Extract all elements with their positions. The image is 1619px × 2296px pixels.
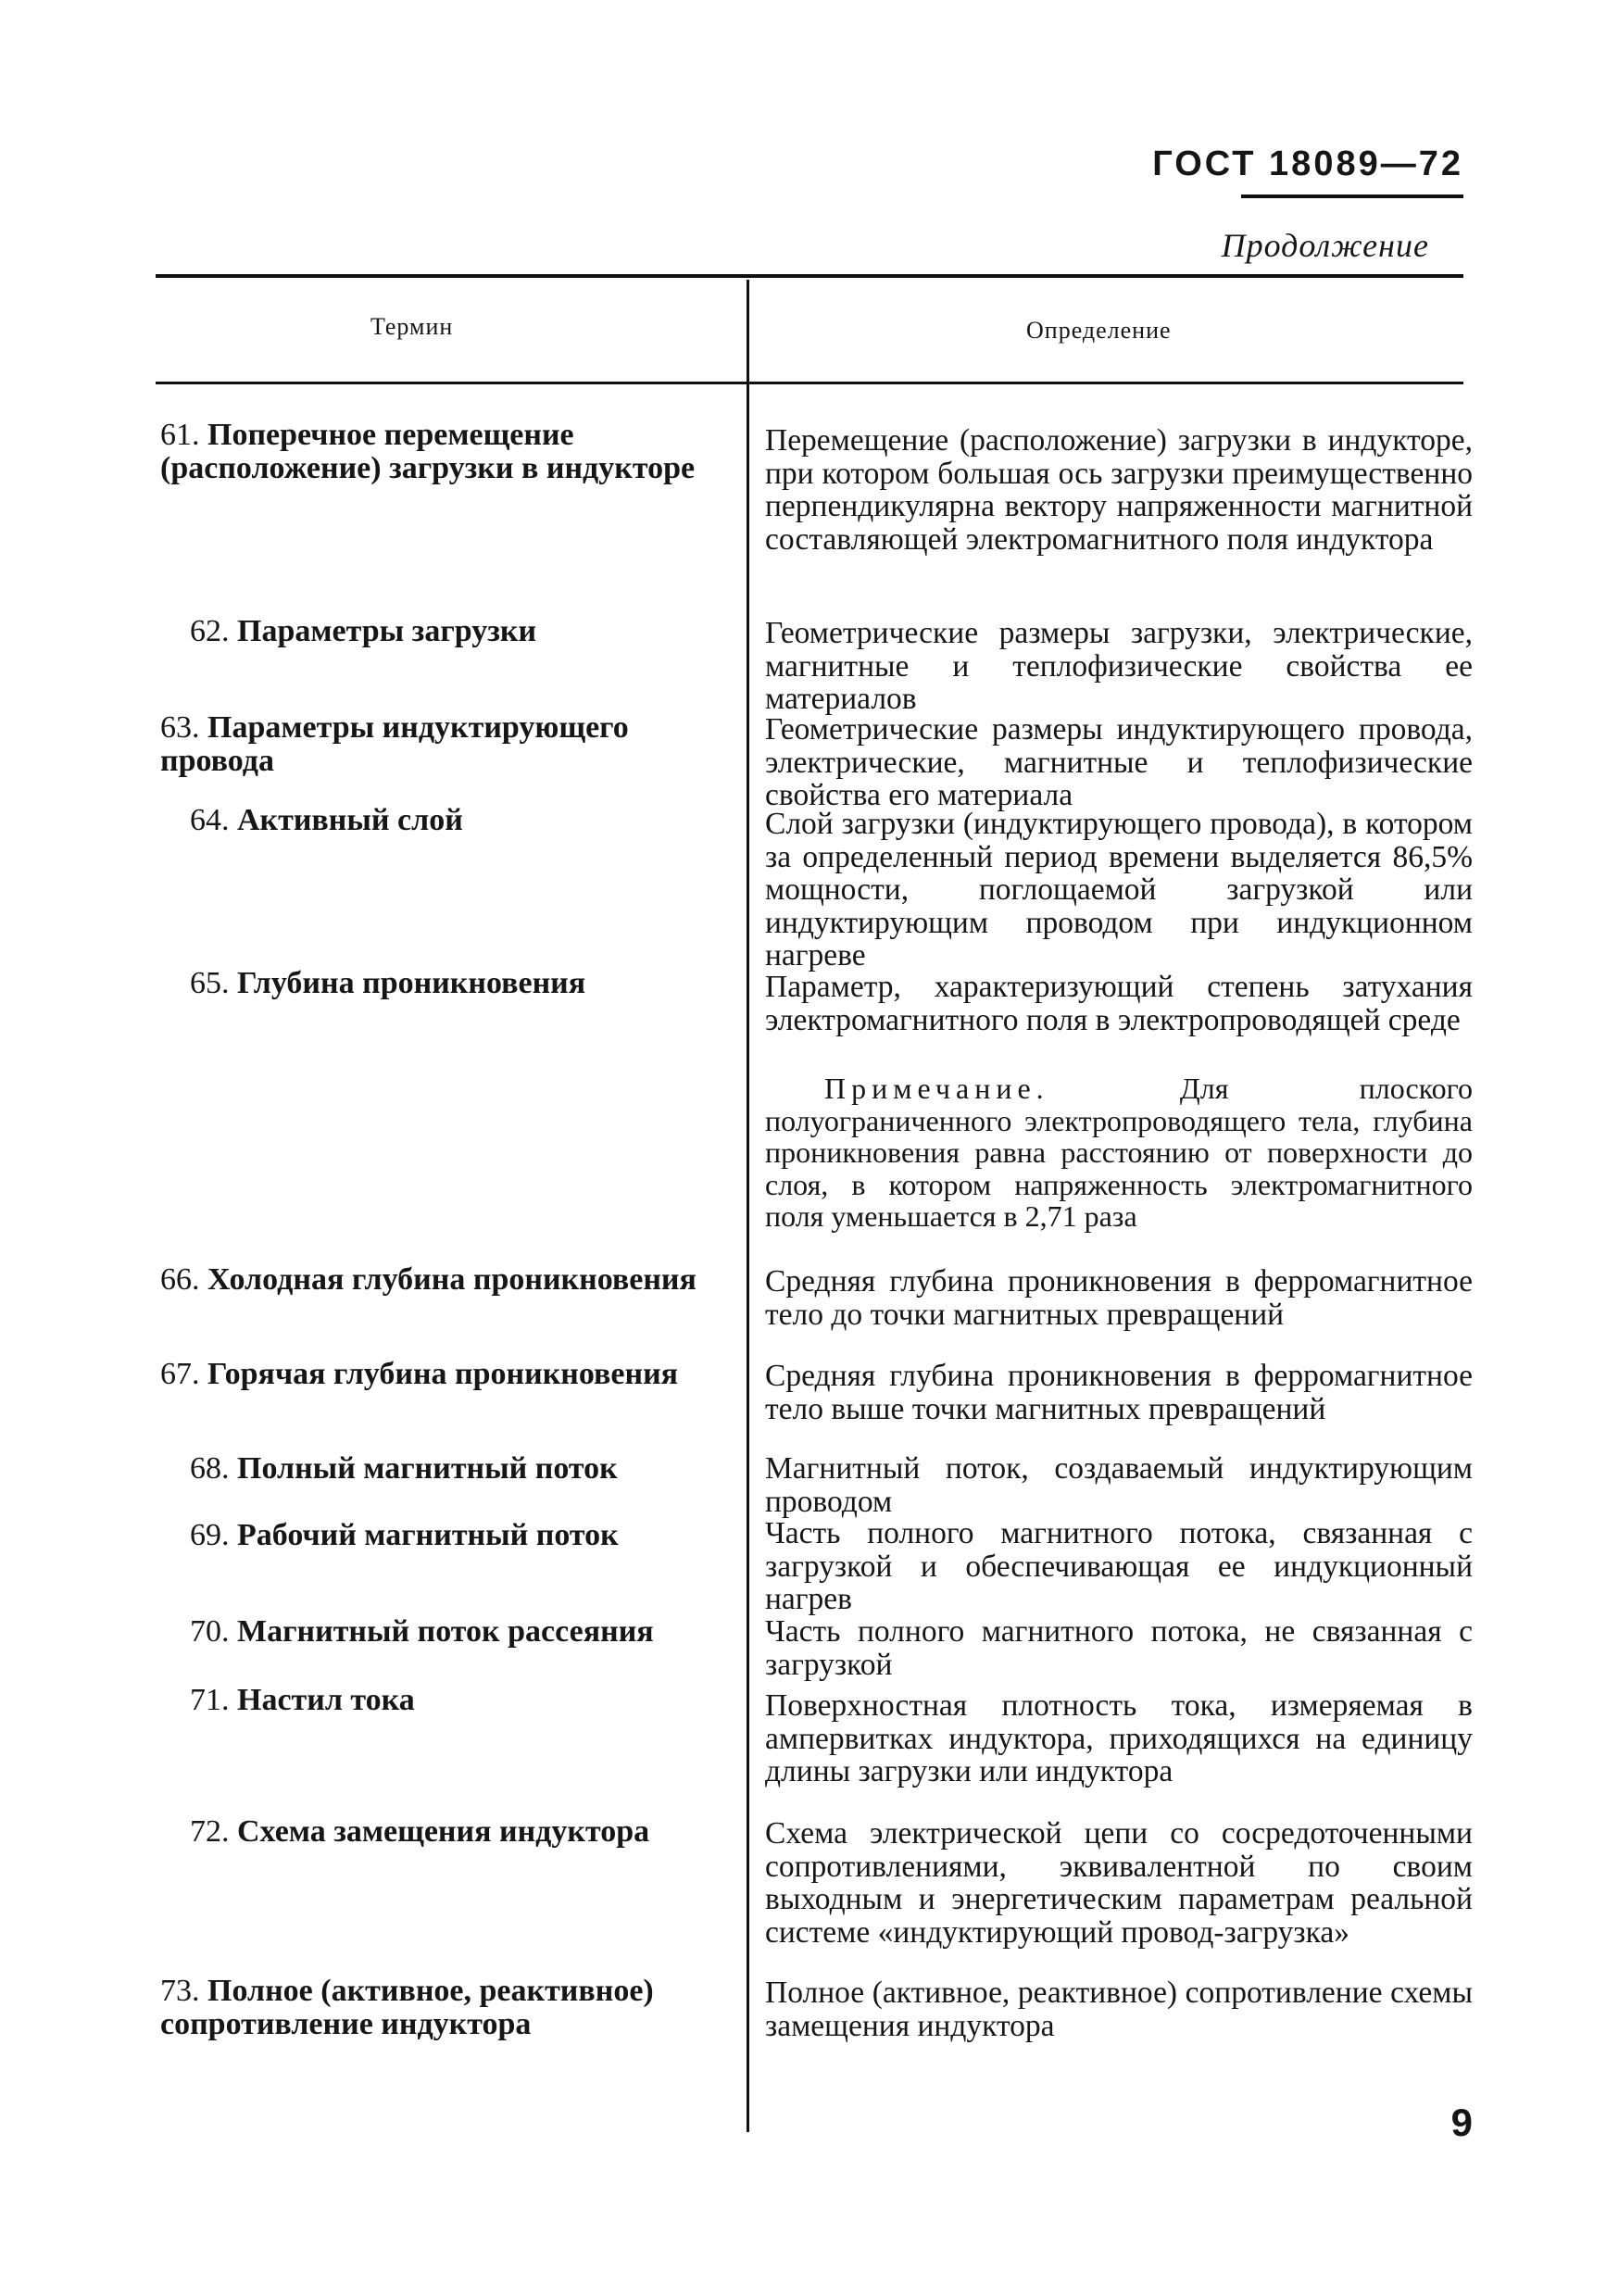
page-number: 9 [1450,2101,1473,2144]
term-66: 66. Холодная глубина проникновения [160,1262,697,1297]
term-67: 67. Горячая глубина проникновения [160,1357,679,1391]
document-number: ГОСТ 18089—72 [1152,144,1463,183]
definition-64: Слой загрузки (индуктирующего провода), в котором за определенный период времени выделяется 86,5% мощности, поглощаемой загрузкой или индуктирующим проводом при индукционном нагреве [765,807,1473,972]
note-text: Для плоского полуограниченного электропроводящего тела, глубина проникновения равна расстоянию от поверхности до слоя, в котором напряженность электромагнитного поля уменьшается в 2,71 раза [765,1072,1473,1233]
table-column-divider [747,280,749,2132]
column-header-definition: Определение [1026,317,1172,344]
term-72: 72. Схема замещения индуктора [190,1814,650,1849]
definition-73: Полное (активное, реактивное) сопротивление схемы замещения индуктора [765,1976,1473,2043]
definition-66: Средняя глубина проникновения в ферромагнитное тело до точки магнитных превращений [765,1264,1473,1332]
definition-70: Часть полного магнитного потока, не связанная с загрузкой [765,1614,1473,1682]
term-61: 61. Поперечное перемещение (расположение) загрузки в индукторе [160,418,696,485]
definition-71: Поверхностная плотность тока, измеряемая в ампервитках индуктора, приходящихся на единицу длины загрузки или индуктора [765,1688,1473,1788]
column-header-term: Термин [370,313,454,340]
definition-67: Средняя глубина проникновения в ферромагнитное тело выше точки магнитных превращений [765,1359,1473,1426]
definition-72: Схема электрической цепи со сосредоточенными сопротивлениями, эквивалентной по своим выходным и энергетическим параметрам реальной системе «индуктирующий провод-загрузка» [765,1816,1473,1950]
term-63: 63. Параметры индуктирующего провода [160,710,629,778]
term-71: 71. Настил тока [190,1683,415,1717]
definition-62: Геометрические размеры загрузки, электрические, магнитные и теплофизические свойства ее материалов [765,616,1473,716]
definition-65: Параметр, характеризующий степень затухания электромагнитного поля в электропроводящей среде [765,970,1473,1037]
table-header-rule [156,382,1463,384]
note-65 [765,1073,1473,1233]
term-64: 64. Активный слой [190,803,463,837]
note-label: Примечание. [824,1072,1049,1105]
definition-61: Перемещение (расположение) загрузки в индукторе, при котором большая ось загрузки преимущественно перпендикулярна вектору напряженности магнитной составляющей электромагнитного поля индуктора [765,423,1473,557]
term-70: 70. Магнитный поток рассеяния [190,1614,654,1649]
definition-68: Магнитный поток, создаваемый индуктирующим проводом [765,1451,1473,1519]
term-68: 68. Полный магнитный поток [190,1451,618,1486]
table-top-rule [156,274,1463,278]
definition-63: Геометрические размеры индуктирующего провода, электрические, магнитные и теплофизические свойства его материала [765,712,1473,812]
term-73: 73. Полное (активное, реактивное) сопротивление индуктора [160,1974,654,2041]
definition-69: Часть полного магнитного потока, связанная с загрузкой и обеспечивающая ее индукционный нагрев [765,1516,1473,1616]
continued-label: Продолжение [1221,227,1429,264]
term-62: 62. Параметры загрузки [190,614,537,648]
term-65: 65. Глубина проникновения [190,966,586,1000]
term-69: 69. Рабочий магнитный поток [190,1518,619,1552]
document-number-underline [1241,194,1463,198]
